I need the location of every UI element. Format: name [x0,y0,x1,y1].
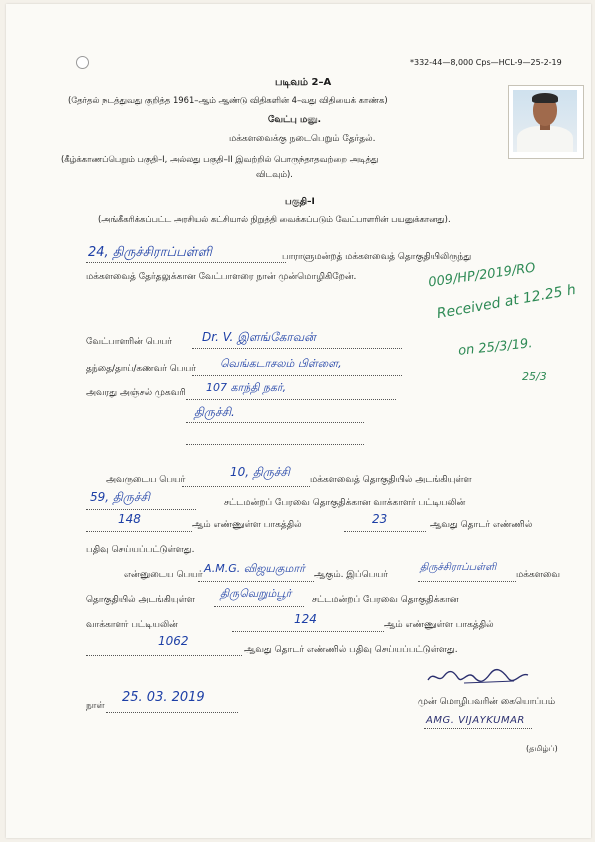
rule-reference: (தேர்தல் நடத்துவது குறித்த 1961–ஆம் ஆண்டு விதிகளின் 4–வது விதியைக் காண்க) [68,95,388,105]
serial-number-value: 23 [372,512,388,526]
date-value: 25. 03. 2019 [122,690,205,705]
number-label: ஆம் எண்ணுள்ள பாகத்தில் [192,520,302,530]
election-title: மக்களவைக்கு நடைபெறும் தேர்தல். [229,134,376,144]
my-assembly-value: திருவெறும்பூர் [220,587,292,600]
sign-abbr: (தமிழ்ப்) [526,744,558,753]
handwritten-constituency: 24, திருச்சிராப்பள்ளி [88,245,212,260]
date-label: நாள் [86,701,105,711]
my-name-prefix: என்னுடைய பெயர் [124,570,203,580]
instruction-line-2: விடவும்). [256,169,293,179]
form-title: படிவம் 2–A [275,77,332,88]
registered-text: பதிவு செய்யப்பட்டுள்ளது. [86,545,195,555]
his-constituency-value: 10, திருச்சி [230,465,290,479]
his-name-mid: மக்களவைத் தொகுதியில் அடங்கியுள்ள [310,475,472,485]
received-initial: 25/3 [522,370,547,383]
serial-label: ஆவது தொடர் எண்ணில் [430,520,533,530]
part-title: பகுதி–I [285,197,315,207]
proposer-signature-label: முன் மொழிபவரின் கையொப்பம் [418,697,556,707]
print-code: *332-44—8,000 Cps—HCL-9—25-2-19 [410,58,562,67]
address-line-2: திருச்சி. [194,405,235,419]
candidate-name-label: வேட்பாளரின் பெயர் [86,337,172,347]
candidate-photo [508,85,584,159]
my-name-value: A.M.G. விஜயகுமார் [204,562,305,575]
my-constituency-value: திருச்சிராப்பள்ளி [420,562,497,573]
voters-list-label: வாக்காளர் பட்டியலின் [86,620,178,630]
line1-suffix: பாராளுமன்றத் மக்களவைத் தொகுதியிலிருந்து [282,252,472,262]
line2-text: மக்களவைத் தேர்தலுக்கான வேட்பாளரை நான் முன்மொழிகிறேன். [86,272,357,282]
father-name-value: வெங்கடாசலம் பிள்ளை, [220,357,342,370]
address-line-1: 107 காந்தி நகர், [206,381,287,394]
received-on: on 25/3/19. [457,336,534,359]
my-name-suffix: மக்களவை [516,570,561,580]
his-name-prefix: அவருடைய பெயர் [106,475,186,485]
assembly-mid: சட்டமன்றப் பேரவை தொகுதிக்கான வாக்காளர் பட்டியலின் [224,498,466,508]
my-name-mid: ஆகும். இப்பெயர் [314,570,388,580]
proposer-signature [424,666,534,688]
part-subtitle: (அங்கீகரிக்கப்பட்ட அரசியல் கட்சியால் நிறுத்தி வைக்கப்படும் வேட்பாளரின் பயனுக்கானது). [98,214,451,224]
received-reference: 009/HP/2019/RO [427,260,537,291]
punch-hole [76,56,89,69]
postal-address-label: அவரது அஞ்சல் முகவரி [86,388,186,398]
constituency-prefix: தொகுதியில் அடங்கியுள்ள [86,595,195,605]
serial-registered-text: ஆவது தொடர் எண்ணில் பதிவு செய்யப்பட்டுள்ளது. [244,645,458,655]
my-serial-number-value: 1062 [158,634,189,648]
candidate-name-value: Dr. V. இளங்கோவன் [202,330,316,344]
my-part-number-value: 124 [294,612,317,626]
nomination-form-page [6,4,591,838]
constituency-suffix: சட்டமன்றப் பேரவை தொகுதிக்கான [312,595,459,605]
received-at: Received at 12.25 h [435,281,578,323]
proposer-name-value: AMG. VIJAYKUMAR [426,715,525,726]
assembly-value: 59, திருச்சி [90,490,150,504]
instruction-line-1: (கீழ்க்காணப்பெறும் பகுதி–I, அல்லது பகுதி–II இவற்றில் பொருந்தாதவற்றை அடித்து [61,154,379,164]
document-type: வேட்பு மனு. [268,115,322,125]
part-number-value: 148 [118,512,141,526]
number-label-2: ஆம் எண்ணுள்ள பாகத்தில் [384,620,494,630]
father-name-label: தந்தை/தாய்/கணவர் பெயர் [86,364,196,374]
